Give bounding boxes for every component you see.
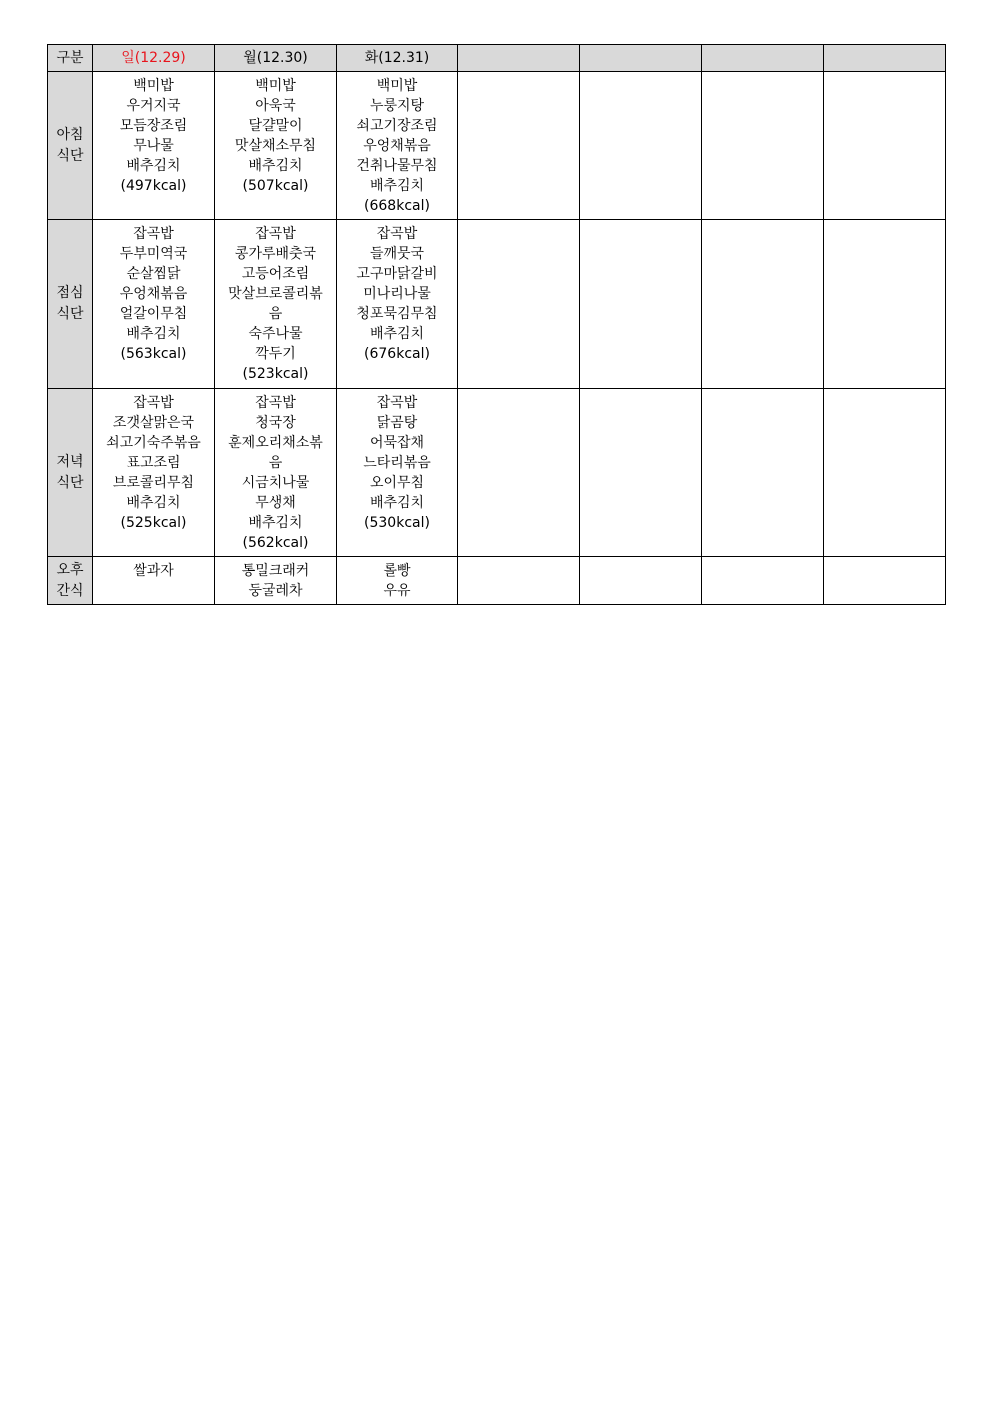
menu-item: 잡곡밥 [376,395,418,411]
lunch-label [48,220,93,389]
breakfast-empty-cell [702,72,824,220]
menu-item: (668kcal) [364,198,430,214]
menu-item: 미나리나물 [363,286,431,302]
meal-label-line: 저녁 [56,453,84,470]
lunch-monday-cell [215,220,337,389]
snack-label [48,557,93,605]
menu-item: 숙주나물 [248,326,303,342]
dinner-tuesday-cell [337,389,458,557]
dinner-empty-cell [824,389,946,557]
menu-item: 시금치나물 [241,475,310,491]
menu-item: 오이무침 [369,475,425,491]
menu-item: 배추김치 [126,158,181,174]
meal-label-line: 오후 [56,561,84,578]
menu-item: 우유 [383,583,411,599]
day-header-sunday: 일(12.29) [93,45,215,72]
menu-item: 무나물 [133,138,174,154]
menu-item: 배추김치 [248,158,303,174]
breakfast-row [48,72,946,220]
menu-item: 닭곰탕 [376,415,418,431]
menu-item: (523kcal) [242,366,309,382]
day-header-empty [580,45,702,72]
menu-item: 청국장 [255,415,296,431]
menu-item: 누룽지탕 [369,98,425,114]
menu-item: (676kcal) [364,346,430,362]
menu-item: 백미밥 [255,78,296,94]
menu-item: 달걀말이 [248,118,303,134]
menu-item: 쇠고기장조림 [356,118,438,134]
snack-empty-cell [702,557,824,605]
breakfast-monday-cell [215,72,337,220]
menu-item: 훈제오리채소볶 [228,435,323,451]
menu-item: (530kcal) [364,515,430,531]
menu-item: (563kcal) [120,346,187,362]
meal-plan-table [47,44,946,605]
meal-label-line: 간식 [56,582,84,599]
day-header-tuesday: 화(12.31) [337,45,458,72]
menu-item: 우거지국 [126,98,181,114]
meal-label-line: 식단 [56,474,84,491]
menu-item: 잡곡밥 [255,226,296,242]
snack-monday-cell [215,557,337,605]
breakfast-empty-cell [458,72,580,220]
menu-item: 무생채 [255,495,296,511]
menu-item: 고등어조림 [241,266,310,282]
breakfast-empty-cell [824,72,946,220]
menu-item: 두부미역국 [119,246,188,262]
menu-item: 고구마닭갈비 [356,266,438,282]
menu-item: 우엉채볶음 [363,138,431,154]
menu-item: 들깨뭇국 [369,246,425,262]
lunch-empty-cell [580,220,702,389]
menu-item: 콩가루배춧국 [234,246,317,262]
menu-item: (507kcal) [242,178,309,194]
menu-item: 우엉채볶음 [119,286,188,302]
menu-item: 배추김치 [369,178,425,194]
breakfast-sunday-cell [93,72,215,220]
menu-item: 배추김치 [369,326,425,342]
menu-item: 잡곡밥 [133,395,174,411]
lunch-sunday-cell [93,220,215,389]
snack-row [48,557,946,605]
menu-item: 쇠고기숙주볶음 [106,435,201,451]
menu-item: 음 [268,306,283,322]
dinner-empty-cell [580,389,702,557]
lunch-empty-cell [702,220,824,389]
meal-label-line: 점심 [56,285,84,301]
menu-item: 청포묵김무침 [356,306,438,322]
meal-label-line: 식단 [56,147,84,164]
menu-item: 백미밥 [133,78,174,94]
breakfast-tuesday-cell [337,72,458,220]
dinner-empty-cell [702,389,824,557]
dinner-label [48,389,93,557]
menu-item: 배추김치 [126,326,181,342]
snack-tuesday-cell [337,557,458,605]
lunch-empty-cell [458,220,580,389]
snack-empty-cell [458,557,580,605]
menu-item: 잡곡밥 [255,395,296,411]
menu-item: 잡곡밥 [376,226,418,242]
dinner-empty-cell [458,389,580,557]
dinner-monday-cell [215,389,337,557]
dinner-sunday-cell [93,389,215,557]
breakfast-label [48,72,93,220]
meal-label-line: 아침 [56,126,84,143]
dinner-row [48,389,946,557]
menu-item: 배추김치 [126,495,181,511]
menu-item: 배추김치 [369,495,425,511]
lunch-row [48,220,946,389]
snack-sunday-cell [93,557,215,605]
menu-item: 순살찜닭 [126,266,181,282]
menu-item: 표고조림 [126,455,181,471]
menu-item: 롤빵 [383,563,411,579]
menu-item: 둥굴레차 [248,583,303,599]
snack-empty-cell [580,557,702,605]
menu-item: (497kcal) [120,178,187,194]
meal-label-line: 식단 [56,306,84,322]
menu-item: 배추김치 [248,515,303,531]
day-header-monday: 월(12.30) [215,45,337,72]
menu-item: 쌀과자 [133,563,174,579]
menu-item: 맛살브로콜리볶 [228,286,323,302]
menu-item: 얼갈이무침 [119,306,188,322]
menu-item: 건취나물무침 [356,158,438,174]
menu-item: 아욱국 [255,98,296,114]
menu-item: (525kcal) [120,515,187,531]
menu-item: 맛살채소무침 [234,138,317,154]
snack-empty-cell [824,557,946,605]
lunch-empty-cell [824,220,946,389]
menu-item: 깍두기 [255,346,296,362]
menu-item: 조갯살맑은국 [112,415,195,431]
day-header-empty [458,45,580,72]
day-header-empty [702,45,824,72]
menu-item: 음 [268,455,283,471]
menu-item: 잡곡밥 [133,226,174,242]
menu-item: (562kcal) [242,535,309,551]
lunch-tuesday-cell [337,220,458,389]
menu-item: 통밀크래커 [241,563,310,579]
header-row [48,45,946,72]
menu-item: 어묵잡채 [369,435,425,451]
category-header: 구분 [48,45,93,72]
day-header-empty [824,45,946,72]
menu-item: 느타리볶음 [363,455,431,471]
menu-item: 모듬장조림 [119,118,188,134]
menu-item: 브로콜리무침 [112,475,195,491]
breakfast-empty-cell [580,72,702,220]
menu-item: 백미밥 [376,78,418,94]
